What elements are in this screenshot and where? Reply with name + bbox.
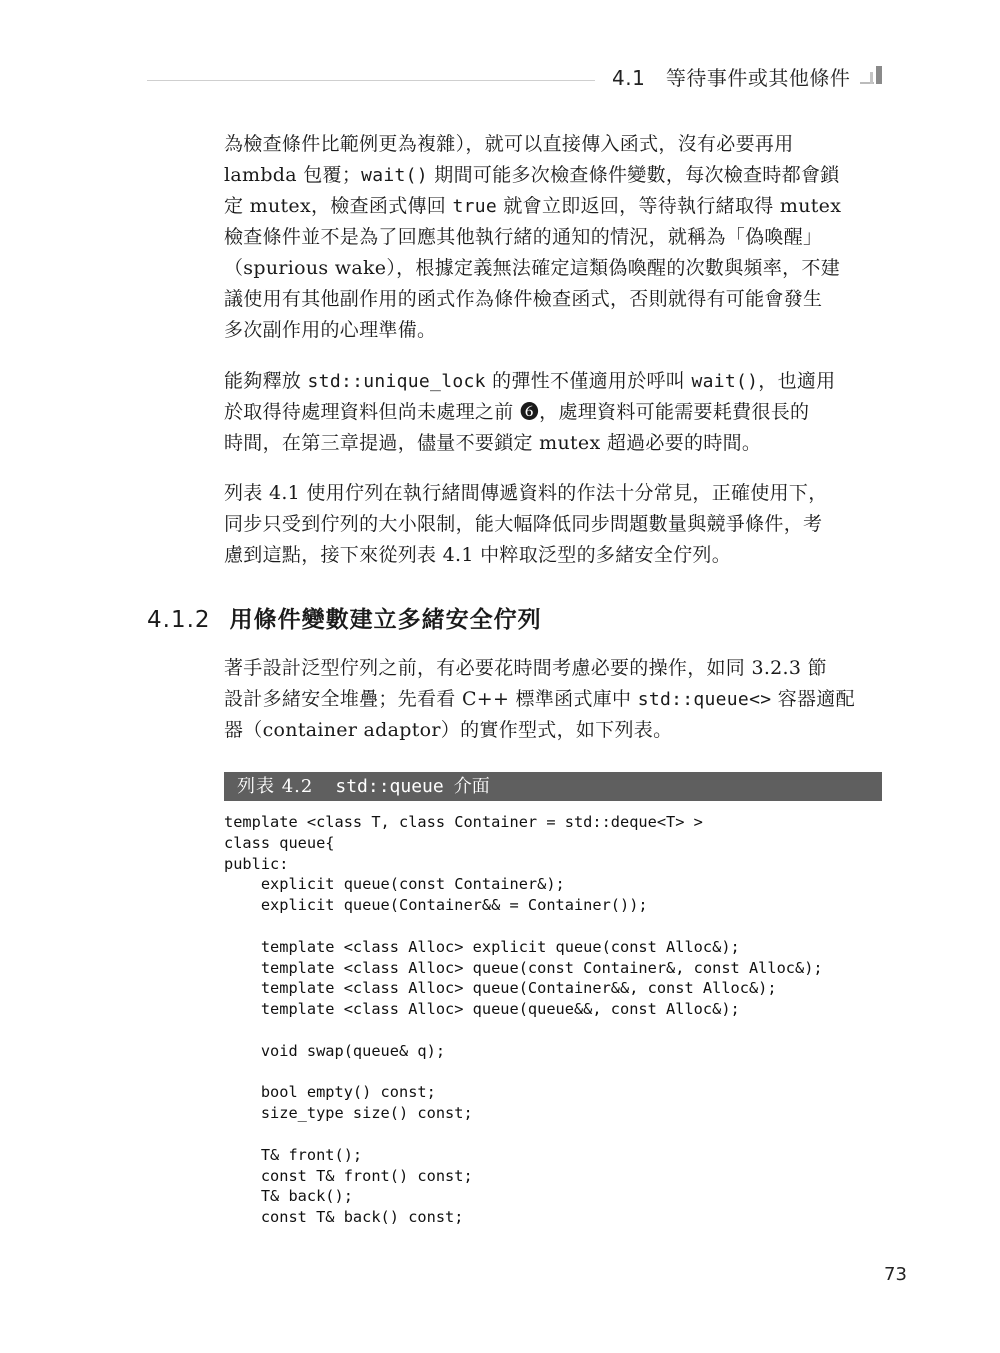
code-line: const T& back() const; <box>224 1208 464 1227</box>
code-line: template <class Alloc> explicit queue(const Alloc&); <box>224 937 740 956</box>
listing-label: 列表 4.2 <box>237 776 314 797</box>
code-line: public: <box>224 854 289 873</box>
text-run: 為檢查條件比範例更為複雜），就可以直接傳入函式，沒有必要再用 <box>224 133 794 155</box>
page-number: 73 <box>884 1264 907 1285</box>
text-run: 器（container adaptor）的實作型式，如下列表。 <box>224 719 673 741</box>
text-line <box>224 478 882 509</box>
header-section-number: 4.1 <box>612 66 646 90</box>
code-line: template <class T, class Container = std::deque<T> > <box>224 813 703 831</box>
code-line <box>224 1020 882 1041</box>
inline-code: std::queue<> <box>637 689 772 710</box>
text-run: 設計多緒安全堆疊；先看看 C++ 標準函式庫中 <box>224 688 638 710</box>
section-heading <box>147 601 542 634</box>
text-line <box>224 715 882 746</box>
code-line: const T& front() const; <box>224 1166 473 1185</box>
code-line: void swap(queue& q); <box>224 1041 446 1060</box>
text-line <box>224 253 882 284</box>
header-bar-light <box>870 72 873 84</box>
text-line <box>224 129 882 160</box>
code-line <box>224 1062 882 1083</box>
code-line: template <class Alloc> queue(Container&&, const Alloc&); <box>224 979 777 998</box>
code-line <box>224 916 882 937</box>
listing-caption <box>224 772 882 801</box>
text-run: 於取得待處理資料但尚未處理之前 ❻，處理資料可能需要耗費很長的 <box>224 401 810 423</box>
text-run: 的彈性不僅適用於呼叫 <box>485 370 692 392</box>
paragraph-queue-design <box>224 653 882 746</box>
code-line: template <class Alloc> queue(const Container&, const Alloc&); <box>224 958 823 977</box>
text-run: 慮到這點，接下來從列表 4.1 中粹取泛型的多緒安全佇列。 <box>224 544 731 566</box>
code-line: explicit queue(const Container&); <box>224 875 565 894</box>
paragraph-condition-check <box>224 129 882 346</box>
code-line: bool empty() const; <box>224 1083 436 1102</box>
header-chapter-title: 等待事件或其他條件 <box>665 66 851 90</box>
inline-code: std::unique_lock <box>307 371 486 392</box>
code-line: class queue{ <box>224 833 335 852</box>
code-line: T& front(); <box>224 1145 363 1164</box>
text-run: 列表 4.1 使用佇列在執行緒間傳遞資料的作法十分常見，正確使用下， <box>224 482 828 504</box>
text-line <box>224 653 882 684</box>
text-run: 期間可能多次檢查條件變數，每次檢查時都會鎖 <box>427 164 840 186</box>
text-run: （spurious wake），根據定義無法確定這類偽喚醒的次數與頻率，不建 <box>224 257 841 279</box>
text-line <box>224 222 882 253</box>
code-line <box>224 1124 882 1145</box>
text-line <box>224 160 882 191</box>
code-line: template <class Alloc> queue(queue&&, const Alloc&); <box>224 1000 740 1019</box>
inline-code: wait() <box>691 371 759 392</box>
text-line <box>224 284 882 315</box>
text-run: 容器適配 <box>771 688 855 710</box>
text-line <box>224 540 882 571</box>
code-listing <box>224 812 882 1228</box>
code-line: explicit queue(Container&& = Container()); <box>224 896 648 915</box>
listing-name: std::queue <box>335 776 444 797</box>
section-title: 用條件變數建立多緒安全佇列 <box>229 607 542 633</box>
text-line <box>224 509 882 540</box>
paragraph-unique-lock <box>224 366 882 459</box>
text-run: 就會立即返回，等待執行緒取得 mutex <box>497 195 842 217</box>
inline-code: wait() <box>361 165 428 186</box>
text-run: 檢查條件並不是為了回應其他執行緒的通知的情況，就稱為「偽喚醒」 <box>224 226 823 248</box>
inline-code: true <box>452 196 497 217</box>
code-line: T& back(); <box>224 1187 353 1206</box>
text-run: 著手設計泛型佇列之前，有必要花時間考慮必要的操作，如同 3.2.3 節 <box>224 657 827 679</box>
text-line <box>224 366 882 397</box>
text-line <box>224 397 882 428</box>
text-line <box>224 191 882 222</box>
text-run: lambda 包覆； <box>224 164 362 186</box>
header-rule <box>147 80 595 81</box>
text-run: ，也適用 <box>758 370 836 392</box>
text-line <box>224 315 882 346</box>
paragraph-queue-usage <box>224 478 882 571</box>
header-title <box>612 62 850 91</box>
text-run: 能夠釋放 <box>224 370 308 392</box>
text-run: 同步只受到佇列的大小限制，能大幅降低同步問題數量與競爭條件，考 <box>224 513 823 535</box>
code-line: size_type size() const; <box>224 1104 473 1123</box>
text-run: 多次副作用的心理準備。 <box>224 319 437 341</box>
listing-description: 介面 <box>453 776 490 797</box>
header-bar <box>876 66 882 84</box>
text-run: 議使用有其他副作用的函式作為條件檢查函式，否則就得有可能會發生 <box>224 288 823 310</box>
text-line <box>224 428 882 459</box>
text-run: 時間，在第三章提過，儘量不要鎖定 mutex 超過必要的時間。 <box>224 432 762 454</box>
text-run: 定 mutex，檢查函式傳回 <box>224 195 453 217</box>
section-number: 4.1.2 <box>147 607 211 633</box>
text-line <box>224 684 882 715</box>
